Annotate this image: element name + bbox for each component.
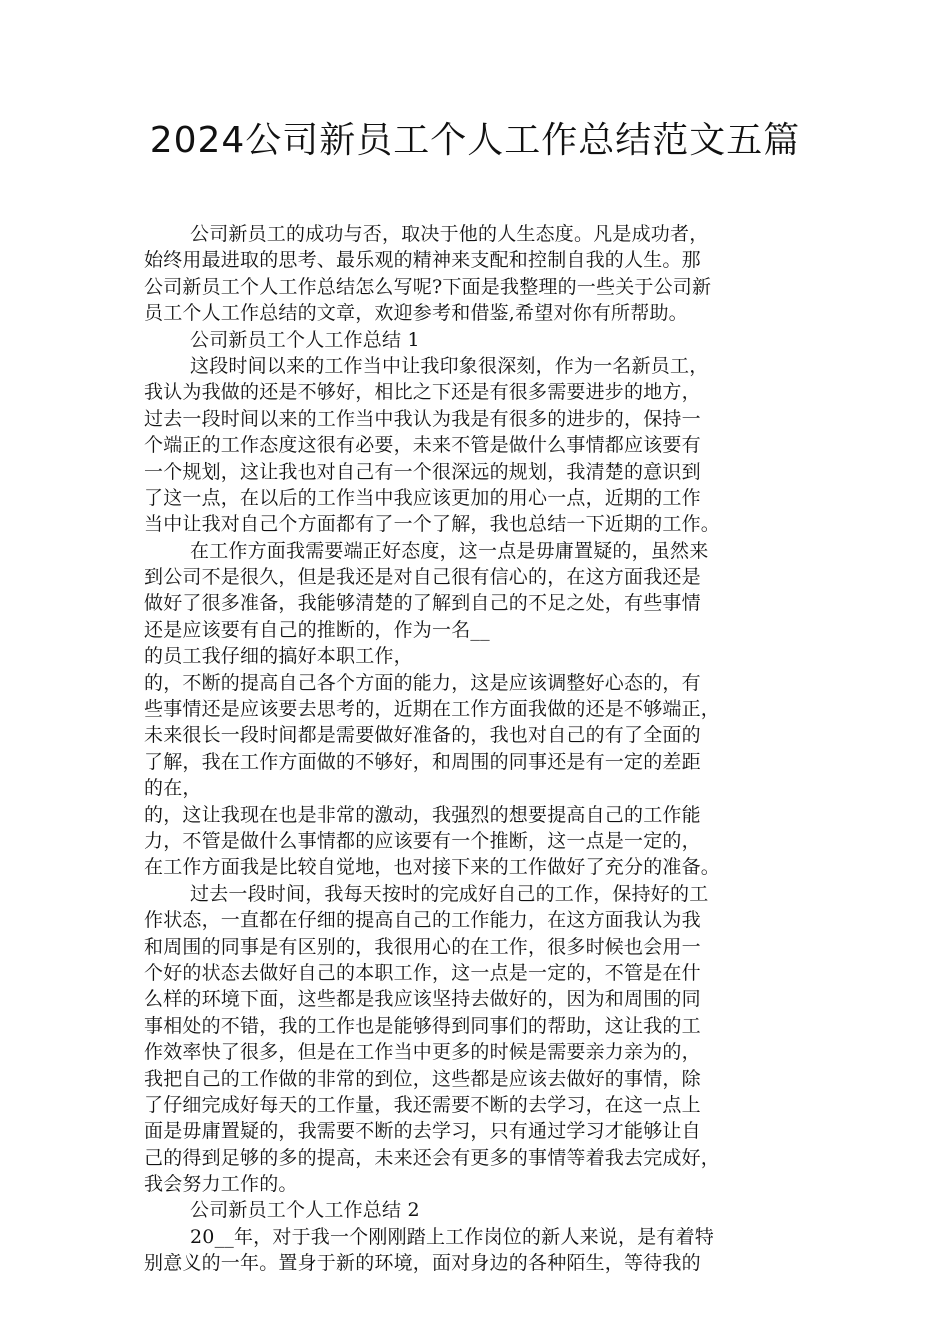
text-line: 未来很长一段时间都是需要做好准备的，我也对自己的有了全面的 <box>144 724 701 747</box>
text-line: 在工作方面我需要端正好态度，这一点是毋庸置疑的，虽然来 <box>190 539 709 562</box>
text-line: 了仔细完成好每天的工作量，我还需要不断的去学习，在这一点上 <box>144 1093 701 1116</box>
text-line: 么样的环境下面，这些都是我应该坚持去做好的，因为和周围的同 <box>144 988 701 1011</box>
text-line: 的，不断的提高自己各个方面的能力，这是应该调整好心态的，有 <box>144 671 701 694</box>
text-line: 力，不管是做什么事情都的应该要有一个推断，这一点是一定的， <box>144 829 701 852</box>
text-line: 我认为我做的还是不够好，相比之下还是有很多需要进步的地方， <box>144 381 701 404</box>
text-line: 做好了很多准备，我能够清楚的了解到自己的不足之处，有些事情 <box>144 592 701 615</box>
text-line: 和周围的同事是有区别的，我很用心的在工作，很多时候也会用一 <box>144 935 701 958</box>
text-line: 始终用最进取的思考、最乐观的精神来支配和控制自我的人生。那 <box>144 249 701 272</box>
text-line: 一个规划，这让我也对自己有一个很深远的规划，我清楚的意识到 <box>144 460 701 483</box>
text-line: 公司新员工个人工作总结 1 <box>190 328 420 351</box>
text-line: 别意义的一年。置身于新的环境，面对身边的各种陌生，等待我的 <box>144 1252 701 1275</box>
text-line: 我会努力工作的。 <box>144 1173 298 1196</box>
text-line: 公司新员工个人工作总结 2 <box>190 1199 420 1222</box>
text-line: 这段时间以来的工作当中让我印象很深刻，作为一名新员工， <box>190 354 709 377</box>
text-line: 公司新员工的成功与否，取决于他的人生态度。凡是成功者， <box>190 223 709 245</box>
text-line: 作效率快了很多，但是在工作当中更多的时候是需要亲力亲为的， <box>144 1041 701 1064</box>
text-line: 的在， <box>144 777 202 800</box>
text-line: 的，这让我现在也是非常的激动，我强烈的想要提高自己的工作能 <box>144 803 701 826</box>
text-line: 个端正的工作态度这很有必要，未来不管是做什么事情都应该要有 <box>144 434 701 457</box>
text-line: 的员工我仔细的搞好本职工作， <box>144 645 413 668</box>
text-line: 公司新员工个人工作总结怎么写呢?下面是我整理的一些关于公司新 <box>144 275 712 298</box>
text-line: 在工作方面我是比较自觉地，也对接下来的工作做好了充分的准备。 <box>144 856 721 879</box>
document-body <box>144 221 824 1277</box>
text-line: 还是应该要有自己的推断的，作为一名__ <box>144 618 490 641</box>
text-line: 些事情还是应该要去思考的，近期在工作方面我做的还是不够端正， <box>144 698 721 721</box>
text-line: 20__年，对于我一个刚刚踏上工作岗位的新人来说，是有着特 <box>190 1225 714 1248</box>
text-line: 过去一段时间，我每天按时的完成好自己的工作，保持好的工 <box>190 882 709 905</box>
text-line: 到公司不是很久，但是我还是对自己很有信心的，在这方面我还是 <box>144 566 701 589</box>
text-line: 我把自己的工作做的非常的到位，这些都是应该去做好的事情，除 <box>144 1067 701 1090</box>
text-line: 当中让我对自己个方面都有了一个了解，我也总结一下近期的工作。 <box>144 513 721 536</box>
text-line: 己的得到足够的多的提高，未来还会有更多的事情等着我去完成好， <box>144 1146 721 1169</box>
text-line: 过去一段时间以来的工作当中我认为我是有很多的进步的，保持一 <box>144 407 701 430</box>
text-line: 了解，我在工作方面做的不够好，和周围的同事还是有一定的差距 <box>144 750 701 773</box>
text-line: 员工个人工作总结的文章，欢迎参考和借鉴,希望对你有所帮助。 <box>144 302 688 325</box>
text-line: 面是毋庸置疑的，我需要不断的去学习，只有通过学习才能够让自 <box>144 1120 701 1143</box>
text-line: 作状态，一直都在仔细的提高自己的工作能力，在这方面我认为我 <box>144 909 701 932</box>
text-line: 个好的状态去做好自己的本职工作，这一点是一定的，不管是在什 <box>144 961 701 984</box>
document-title: 2024公司新员工个人工作总结范文五篇 <box>149 120 801 161</box>
text-line: 事相处的不错，我的工作也是能够得到同事们的帮助，这让我的工 <box>144 1014 701 1037</box>
text-line: 了这一点，在以后的工作当中我应该更加的用心一点，近期的工作 <box>144 486 701 509</box>
